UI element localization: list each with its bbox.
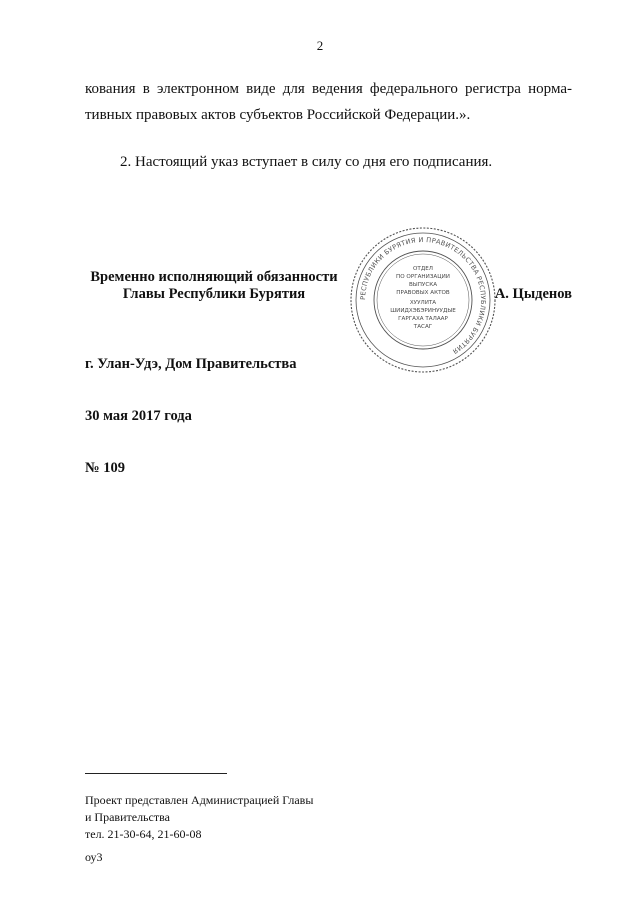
seal-center-line: ХУУЛИТА <box>409 300 437 306</box>
seal-center-line: ВЫПУСКА <box>408 282 438 288</box>
seal-center-line: ТАСАГ <box>413 324 433 330</box>
decree-number: № 109 <box>85 460 125 476</box>
seal-center-line: ШИИДХЭБЭРИНУУДЫЕ <box>390 308 456 314</box>
seal-center-line: ГАРГАХА ТАЛААР <box>398 316 448 322</box>
signer-position-line: Главы Республики Бурятия <box>122 286 306 302</box>
footnote <box>85 792 313 843</box>
seal-center-line: ПО ОРГАНИЗАЦИИ <box>396 274 450 280</box>
seal-center-line: ПРАВОВЫХ АКТОВ <box>396 290 450 296</box>
paragraph-line: тивных правовых актов субъектов Российской Федерации.». <box>85 107 471 123</box>
clause-2: 2. Настоящий указ вступает в силу со дня его подписания. <box>120 154 493 170</box>
signer-position-line: Временно исполняющий обязанности <box>90 269 338 285</box>
signing-date: 30 мая 2017 года <box>85 408 192 424</box>
footnote-line: тел. 21-30-64, 21-60-08 <box>85 827 202 841</box>
footnote-divider <box>85 773 227 774</box>
signer-position <box>85 269 343 303</box>
document-code: оу3 <box>85 850 103 864</box>
footnote-line: Проект представлен Администрацией Главы <box>85 793 314 807</box>
page-number: 2 <box>316 38 324 53</box>
place-of-signing: г. Улан-Удэ, Дом Правительства <box>85 356 297 372</box>
signer-name: А. Цыденов <box>494 286 572 302</box>
seal-ring-text: РЕСПУБЛИКИ БУРЯТИЯ И ПРАВИТЕЛЬСТВА РЕСПУБЛИКИ БУРЯТИЯ <box>358 235 488 356</box>
paragraph-continuation <box>85 76 572 128</box>
paragraph-line: кования в электронном виде для ведения федерального регистра норма- <box>85 81 572 97</box>
footnote-line: и Правительства <box>85 810 170 824</box>
seal-center-line: ОТДЕЛ <box>413 266 433 272</box>
